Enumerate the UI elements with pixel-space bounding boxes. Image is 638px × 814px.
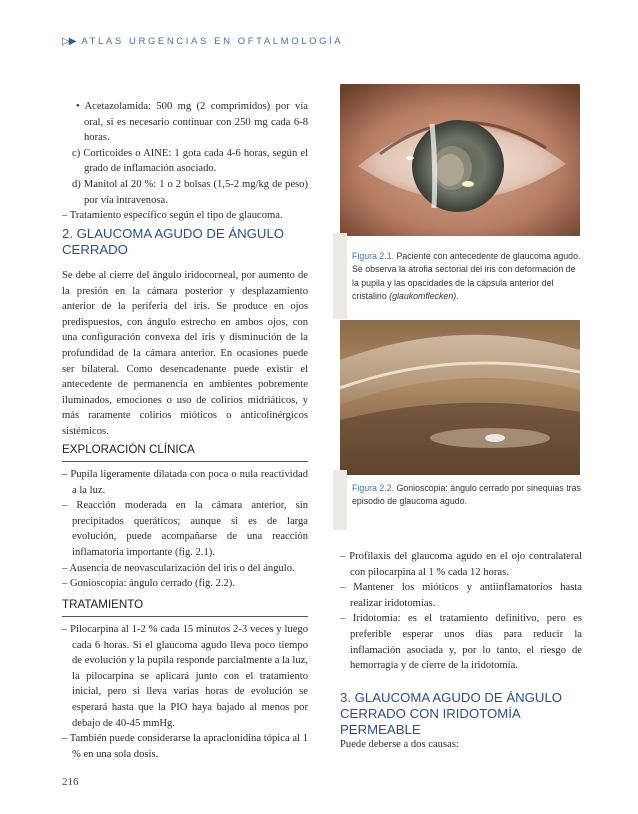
exploracion-list bbox=[62, 467, 308, 592]
figure-label: Figura 2.2. bbox=[352, 483, 395, 493]
list-item: – Ausencia de neovascularización del iris o del ángulo. bbox=[62, 562, 295, 574]
section-2-body bbox=[62, 268, 308, 440]
list-item: – Pupila ligeramente dilatada con poca o nula reactividad a la luz. bbox=[62, 469, 308, 496]
exploracion-title: EXPLORACIÓN CLÍNICA bbox=[62, 443, 195, 456]
list-item: – Tratamiento específico según el tipo de glaucoma. bbox=[62, 210, 283, 222]
list-item: – Profilaxis del glaucoma agudo en el ojo contralateral con pilocarpina al 1 % cada 12 horas. bbox=[340, 551, 582, 578]
eye-photo bbox=[340, 84, 580, 236]
figure-2-1-caption bbox=[352, 250, 582, 304]
figure-label: Figura 2.1. bbox=[352, 251, 395, 261]
figure-2-1-tab bbox=[333, 233, 347, 319]
figure-2-2-image bbox=[340, 320, 580, 475]
divider bbox=[62, 461, 308, 462]
figure-2-2-tab bbox=[333, 470, 347, 530]
paragraph: Puede deberse a dos causas: bbox=[340, 739, 459, 750]
list-item: – Iridotomía: es el tratamiento definitivo, pero es preferible esperar unos días para reducir la inflamación asociada y, por lo tanto, el riesgo de hemorragia y de cierre de la iridotomía. bbox=[340, 613, 582, 672]
section-3-title: 3. GLAUCOMA AGUDO DE ÁNGULO CERRADO CON IRIDOTOMÍA PERMEABLE bbox=[340, 690, 563, 737]
list-item: – También puede considerarse la apraclonidina tópica al 1 % en una sola dosis. bbox=[62, 733, 308, 760]
tratamiento-title: TRATAMIENTO bbox=[62, 598, 144, 611]
running-title: ATLAS URGENCIAS EN OFTALMOLOGÍA bbox=[81, 36, 344, 47]
page-number: 216 bbox=[62, 776, 79, 788]
caption-text: Gonioscopia: ángulo cerrado por sinequias tras episodio de glaucoma agudo. bbox=[352, 483, 581, 507]
caption-italic: (glaukomflecken) bbox=[389, 291, 457, 302]
list-item: – Mantener los mióticos y antiinflamatorios hasta realizar iridotomías. bbox=[340, 582, 582, 609]
section-2-title: 2. GLAUCOMA AGUDO DE ÁNGULO CERRADO bbox=[62, 226, 285, 257]
list-item: – Pilocarpina al 1-2 % cada 15 minutos 2-3 veces y luego cada 6 horas. Si el glaucoma agudo lleva poco tiempo de evolución y la pupila responde parcialmente a la luz, la pilocarpina se aplicará junto con el tratamiento inicial, pero si lleva varias horas de evolución se esperará hasta que la PIO haya bajado al menos por debajo de 40-45 mmHg. bbox=[62, 624, 308, 729]
section-3-body bbox=[340, 737, 582, 753]
list-item: d) Manitol al 20 %: 1 o 2 bolsas (1,5-2 mg/kg de peso) por vía intravenosa. bbox=[72, 178, 308, 206]
caption-end: . bbox=[456, 291, 459, 302]
list-item: – Reacción moderada en la cámara anterior, sin precipitados queráticos; aunque si es de larga evolución, puede acompañarse de una reacción inflamatoria importante (fig. 2.1). bbox=[62, 500, 308, 558]
divider bbox=[62, 616, 308, 617]
running-header bbox=[62, 36, 343, 47]
figure-2-2-caption bbox=[352, 482, 582, 509]
caption-text: Paciente con antecedente de glaucoma agudo. Se observa la atrofia sectorial del iris con deformación de la pupila y las opacidades de la cápsula anterior del cristalino bbox=[352, 251, 581, 302]
left-column bbox=[62, 99, 308, 224]
list-item: • Acetazolamida: 500 mg (2 comprimidos) por vía oral, si es necesario continuar con 250 mg cada 6-8 horas. bbox=[76, 101, 308, 144]
figure-2-1-image bbox=[340, 84, 580, 236]
list-item: – Gonioscopia: ángulo cerrado (fig. 2.2). bbox=[62, 578, 235, 590]
paragraph: Se debe al cierre del ángulo iridocorneal, por aumento de la presión en la cámara posterior y desplazamiento anterior de la periferia del iris. Se produce en ojos predispuestos, con ángulo estrecho en ambos ojos, con una configuración convexa del iris y disminución de la profundidad de la cámara anterior. En ocasiones puede ser bilateral. Como desencadenante puede existir el antecedente de permanencia en ambientes pobremente iluminados, emociones o uso de colirios midriáticos, y más raramente colirios mióticos o anticolinérgicos sistémicos. bbox=[62, 270, 308, 437]
gonioscopy-photo bbox=[340, 320, 580, 475]
double-triangle-icon: ▷▶ bbox=[62, 36, 76, 47]
right-list bbox=[340, 549, 582, 674]
tratamiento-list bbox=[62, 622, 308, 762]
list-item: c) Corticoides o AINE: 1 gota cada 4-6 horas, según el grado de inflamación asociado. bbox=[72, 147, 308, 175]
